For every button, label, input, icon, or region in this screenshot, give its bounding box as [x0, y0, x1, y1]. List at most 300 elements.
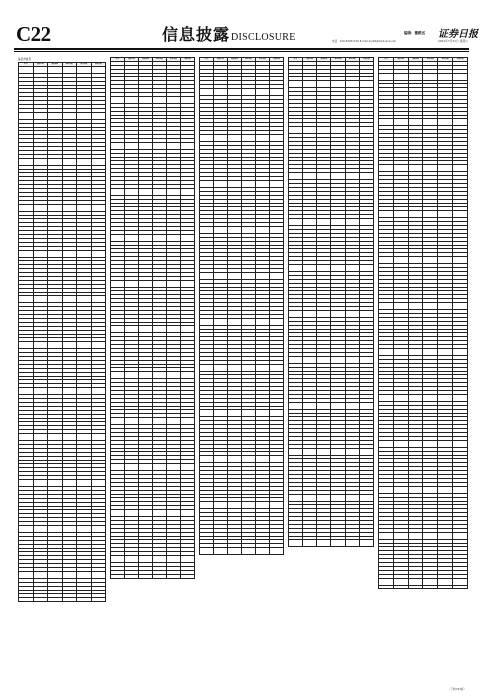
table-cell [289, 540, 303, 547]
table-cell [393, 257, 408, 264]
table-cell [345, 219, 359, 226]
table-cell [345, 356, 359, 363]
table-row [200, 135, 284, 142]
table-cell [289, 264, 303, 271]
table-cell [33, 434, 48, 441]
table-cell [359, 494, 373, 501]
table-cell [317, 81, 331, 88]
table-cell [379, 119, 394, 126]
table-cell [303, 448, 317, 455]
table-cell [256, 180, 270, 187]
table-cell [19, 66, 34, 73]
table-cell [125, 372, 139, 379]
table-cell [408, 532, 423, 539]
table-cell [33, 250, 48, 257]
table-cell [167, 142, 181, 149]
table-cell [359, 264, 373, 271]
table-cell [167, 574, 181, 578]
page-number: C22 [16, 22, 51, 46]
table-header-cell: 累计净值 [438, 58, 453, 62]
table-cell [77, 158, 92, 165]
table-cell [77, 571, 92, 578]
table-cell [317, 127, 331, 134]
table-cell [19, 204, 34, 211]
table-cell [408, 257, 423, 264]
table-cell [167, 464, 181, 471]
table-cell [139, 280, 153, 287]
table-cell [359, 173, 373, 180]
table-cell [153, 574, 167, 578]
table-cell [317, 173, 331, 180]
table-header-cell: 基金简称 [139, 58, 153, 62]
table-cell [256, 502, 270, 509]
table-cell [289, 448, 303, 455]
table-cell [77, 250, 92, 257]
table-cell [125, 96, 139, 103]
table-cell [153, 96, 167, 103]
table-cell [167, 188, 181, 195]
table-cell [200, 548, 214, 555]
table-cell [228, 272, 242, 279]
table-cell [19, 434, 34, 441]
table-cell [379, 257, 394, 264]
table-cell [62, 480, 77, 487]
table-cell [317, 402, 331, 409]
table-row [379, 585, 468, 589]
table-cell [453, 119, 468, 126]
table-cell [453, 440, 468, 447]
table-cell [423, 211, 438, 218]
table-cell [214, 548, 228, 555]
table-cell [453, 394, 468, 401]
table-cell [77, 525, 92, 532]
table-cell [181, 326, 195, 333]
table-cell [379, 73, 394, 80]
table-cell [331, 127, 345, 134]
table-cell [453, 165, 468, 172]
fund-table-caption: 基金净值表 [18, 58, 31, 61]
table-cell [393, 119, 408, 126]
table-cell [270, 318, 284, 325]
table-header-cell: 序号 [379, 58, 394, 62]
table-row [111, 464, 195, 471]
table-cell [125, 510, 139, 517]
table-cell [438, 532, 453, 539]
table-cell [331, 219, 345, 226]
table-cell [62, 204, 77, 211]
table-row [19, 598, 106, 602]
table-cell [125, 142, 139, 149]
table-cell [379, 303, 394, 310]
table-cell [19, 158, 34, 165]
table-header-cell: 单位净值 [153, 58, 167, 62]
table-cell [111, 372, 125, 379]
table-cell [200, 180, 214, 187]
table-cell [77, 66, 92, 73]
table-row [111, 574, 195, 578]
table-cell [181, 464, 195, 471]
table-cell [359, 81, 373, 88]
table-cell [289, 81, 303, 88]
table-cell [453, 257, 468, 264]
table-cell [125, 326, 139, 333]
table-cell [331, 540, 345, 547]
table-header-cell: 基金简称 [48, 63, 63, 67]
table-row [19, 571, 106, 578]
table-row [289, 219, 374, 226]
table-cell [423, 394, 438, 401]
table-cell [33, 571, 48, 578]
table-row [200, 89, 284, 96]
table-cell [242, 318, 256, 325]
table-cell [438, 394, 453, 401]
table-cell [423, 73, 438, 80]
table-cell [228, 89, 242, 96]
table-row [379, 119, 468, 126]
table-cell [62, 342, 77, 349]
table-cell [408, 73, 423, 80]
table-cell [214, 135, 228, 142]
table-cell [303, 219, 317, 226]
table-header-cell: 基金代码 [214, 58, 228, 62]
table-cell [167, 234, 181, 241]
table-cell [139, 188, 153, 195]
table-cell [242, 456, 256, 463]
table-cell [48, 598, 63, 602]
table-cell [125, 418, 139, 425]
table-cell [200, 502, 214, 509]
table-cell [303, 402, 317, 409]
table-row [379, 257, 468, 264]
table-cell [77, 388, 92, 395]
table-header-cell: 序号 [200, 58, 214, 62]
table-cell [200, 410, 214, 417]
table-cell [181, 142, 195, 149]
table-cell [167, 96, 181, 103]
table-cell [62, 525, 77, 532]
table-cell [453, 211, 468, 218]
table-row [111, 510, 195, 517]
table-cell [408, 394, 423, 401]
table-cell [289, 310, 303, 317]
table-cell [423, 119, 438, 126]
table-cell [77, 434, 92, 441]
table-cell [242, 226, 256, 233]
table-cell [77, 342, 92, 349]
table-header-cell: 基金代码 [125, 58, 139, 62]
table-cell [270, 502, 284, 509]
table-cell [125, 574, 139, 578]
table-header-cell: 基金代码 [393, 58, 408, 62]
table-cell [256, 364, 270, 371]
table-cell [423, 532, 438, 539]
table-row [379, 73, 468, 80]
table-cell [19, 598, 34, 602]
table-header-cell: 单位净值 [242, 58, 256, 62]
table-cell [359, 219, 373, 226]
table-cell [242, 272, 256, 279]
table-cell [153, 555, 167, 562]
table-cell [453, 578, 468, 585]
table-cell [200, 318, 214, 325]
table-header-cell: 序号 [289, 58, 303, 62]
table-row [379, 349, 468, 356]
table-cell [423, 257, 438, 264]
table-cell [379, 532, 394, 539]
table-cell [408, 211, 423, 218]
table-cell [256, 318, 270, 325]
table-cell [270, 89, 284, 96]
table-cell [181, 372, 195, 379]
table-cell [289, 127, 303, 134]
table-cell [228, 226, 242, 233]
table-cell [200, 135, 214, 142]
table-cell [393, 486, 408, 493]
table-cell [393, 349, 408, 356]
table-cell [181, 555, 195, 562]
table-cell [242, 364, 256, 371]
table-cell [91, 204, 106, 211]
table-cell [153, 234, 167, 241]
table-cell [453, 303, 468, 310]
table-cell [200, 272, 214, 279]
table-cell [289, 356, 303, 363]
table-cell [125, 555, 139, 562]
table-cell [453, 486, 468, 493]
table-cell [331, 494, 345, 501]
table-cell [181, 96, 195, 103]
table-cell [438, 73, 453, 80]
table-cell [438, 211, 453, 218]
table-cell [200, 364, 214, 371]
table-cell [111, 464, 125, 471]
table-cell [214, 410, 228, 417]
table-cell [228, 502, 242, 509]
table-cell [228, 456, 242, 463]
table-cell [345, 310, 359, 317]
table-cell [48, 388, 63, 395]
table-row [379, 440, 468, 447]
table-cell [214, 89, 228, 96]
table-cell [408, 349, 423, 356]
table-cell [393, 394, 408, 401]
table-cell [91, 388, 106, 395]
table-header-cell: 序号 [111, 58, 125, 62]
table-row [200, 410, 284, 417]
table-cell [153, 372, 167, 379]
table-header-cell: 累计净值 [256, 58, 270, 62]
table-cell [181, 234, 195, 241]
table-row [19, 342, 106, 349]
table-cell [289, 494, 303, 501]
table-cell [33, 388, 48, 395]
table-cell [242, 180, 256, 187]
table-row [111, 372, 195, 379]
table-cell [423, 440, 438, 447]
table-row [289, 540, 374, 547]
table-header-cell: 累计净值 [77, 63, 92, 67]
table-cell [77, 296, 92, 303]
table-cell [256, 89, 270, 96]
table-cell [125, 188, 139, 195]
table-cell [453, 585, 468, 589]
table-cell [91, 525, 106, 532]
section-title-en: DISCLOSURE [231, 32, 296, 43]
table-row [200, 318, 284, 325]
table-row [111, 188, 195, 195]
table-cell [408, 578, 423, 585]
table-cell [181, 418, 195, 425]
table-cell [359, 127, 373, 134]
table-cell [408, 165, 423, 172]
table-cell [331, 173, 345, 180]
table-cell [91, 342, 106, 349]
table-cell [423, 585, 438, 589]
table-cell [111, 555, 125, 562]
table-cell [181, 510, 195, 517]
table-row [289, 448, 374, 455]
table-header-cell: 序号 [19, 63, 34, 67]
table-row [19, 296, 106, 303]
table-cell [33, 480, 48, 487]
table-row [379, 165, 468, 172]
table-cell [48, 571, 63, 578]
table-cell [33, 204, 48, 211]
section-title-cn: 信息披露 [162, 25, 231, 44]
table-cell [153, 510, 167, 517]
table-cell [200, 89, 214, 96]
table-cell [317, 356, 331, 363]
table-cell [438, 486, 453, 493]
table-cell [167, 326, 181, 333]
table-cell [48, 250, 63, 257]
table-row [111, 280, 195, 287]
table-cell [303, 264, 317, 271]
table-cell [19, 571, 34, 578]
table-row [289, 173, 374, 180]
table-cell [139, 574, 153, 578]
table-cell [317, 219, 331, 226]
table-header-cell: 基金简称 [317, 58, 331, 62]
table-cell [408, 585, 423, 589]
table-cell [62, 571, 77, 578]
table-cell [393, 578, 408, 585]
table-row [379, 303, 468, 310]
table-cell [289, 173, 303, 180]
table-row [19, 525, 106, 532]
table-column-1 [18, 62, 106, 668]
table-cell [438, 119, 453, 126]
table-cell [48, 296, 63, 303]
table-cell [303, 356, 317, 363]
table-cell [359, 540, 373, 547]
editor-credit: 编辑：董路远 [404, 31, 425, 35]
table-cell [331, 264, 345, 271]
table-header-cell: 单位净值 [62, 63, 77, 67]
section-title [162, 22, 296, 45]
table-cell [345, 540, 359, 547]
table-cell [125, 234, 139, 241]
table-cell [153, 464, 167, 471]
table-cell [228, 318, 242, 325]
table-row [379, 486, 468, 493]
table-cell [331, 81, 345, 88]
table-cell [111, 188, 125, 195]
table-cell [393, 532, 408, 539]
table-cell [91, 296, 106, 303]
table-cell [317, 540, 331, 547]
table-row [200, 180, 284, 187]
table-cell [111, 234, 125, 241]
table-cell [214, 226, 228, 233]
table-cell [438, 257, 453, 264]
table-cell [139, 418, 153, 425]
table-cell [181, 188, 195, 195]
table-cell [91, 112, 106, 119]
table-cell [256, 272, 270, 279]
table-cell [453, 532, 468, 539]
table-cell [270, 226, 284, 233]
table-header-cell: 净值日期 [359, 58, 373, 62]
table-cell [256, 226, 270, 233]
table-cell [33, 296, 48, 303]
table-cell [19, 525, 34, 532]
table-cell [256, 410, 270, 417]
table-cell [91, 571, 106, 578]
table-cell [303, 127, 317, 134]
table-cell [48, 158, 63, 165]
table-header-cell: 基金代码 [303, 58, 317, 62]
newspaper-logo: 证券日报 [438, 29, 478, 40]
table-cell [91, 480, 106, 487]
table-cell [111, 280, 125, 287]
table-cell [167, 510, 181, 517]
table-cell [359, 356, 373, 363]
table-cell [423, 578, 438, 585]
table-row [289, 127, 374, 134]
table-cell [62, 388, 77, 395]
continued-note: （下转C23版） [448, 688, 467, 691]
table-row [289, 310, 374, 317]
table-cell [214, 180, 228, 187]
header-rule-thick [14, 48, 469, 50]
table-cell [359, 310, 373, 317]
table-cell [200, 226, 214, 233]
table-cell [167, 280, 181, 287]
table-cell [438, 578, 453, 585]
table-cell [167, 555, 181, 562]
table-cell [111, 142, 125, 149]
table-cell [303, 540, 317, 547]
table-row [200, 502, 284, 509]
table-row [200, 272, 284, 279]
table-cell [379, 440, 394, 447]
table-cell [331, 402, 345, 409]
table-cell [289, 219, 303, 226]
table-cell [181, 574, 195, 578]
table-row [379, 394, 468, 401]
table-cell [33, 158, 48, 165]
table-cell [393, 211, 408, 218]
table-row [200, 548, 284, 555]
table-cell [91, 158, 106, 165]
table-cell [393, 165, 408, 172]
table-header-cell: 单位净值 [331, 58, 345, 62]
table-cell [139, 372, 153, 379]
table-cell [139, 142, 153, 149]
table-cell [270, 135, 284, 142]
table-cell [111, 418, 125, 425]
